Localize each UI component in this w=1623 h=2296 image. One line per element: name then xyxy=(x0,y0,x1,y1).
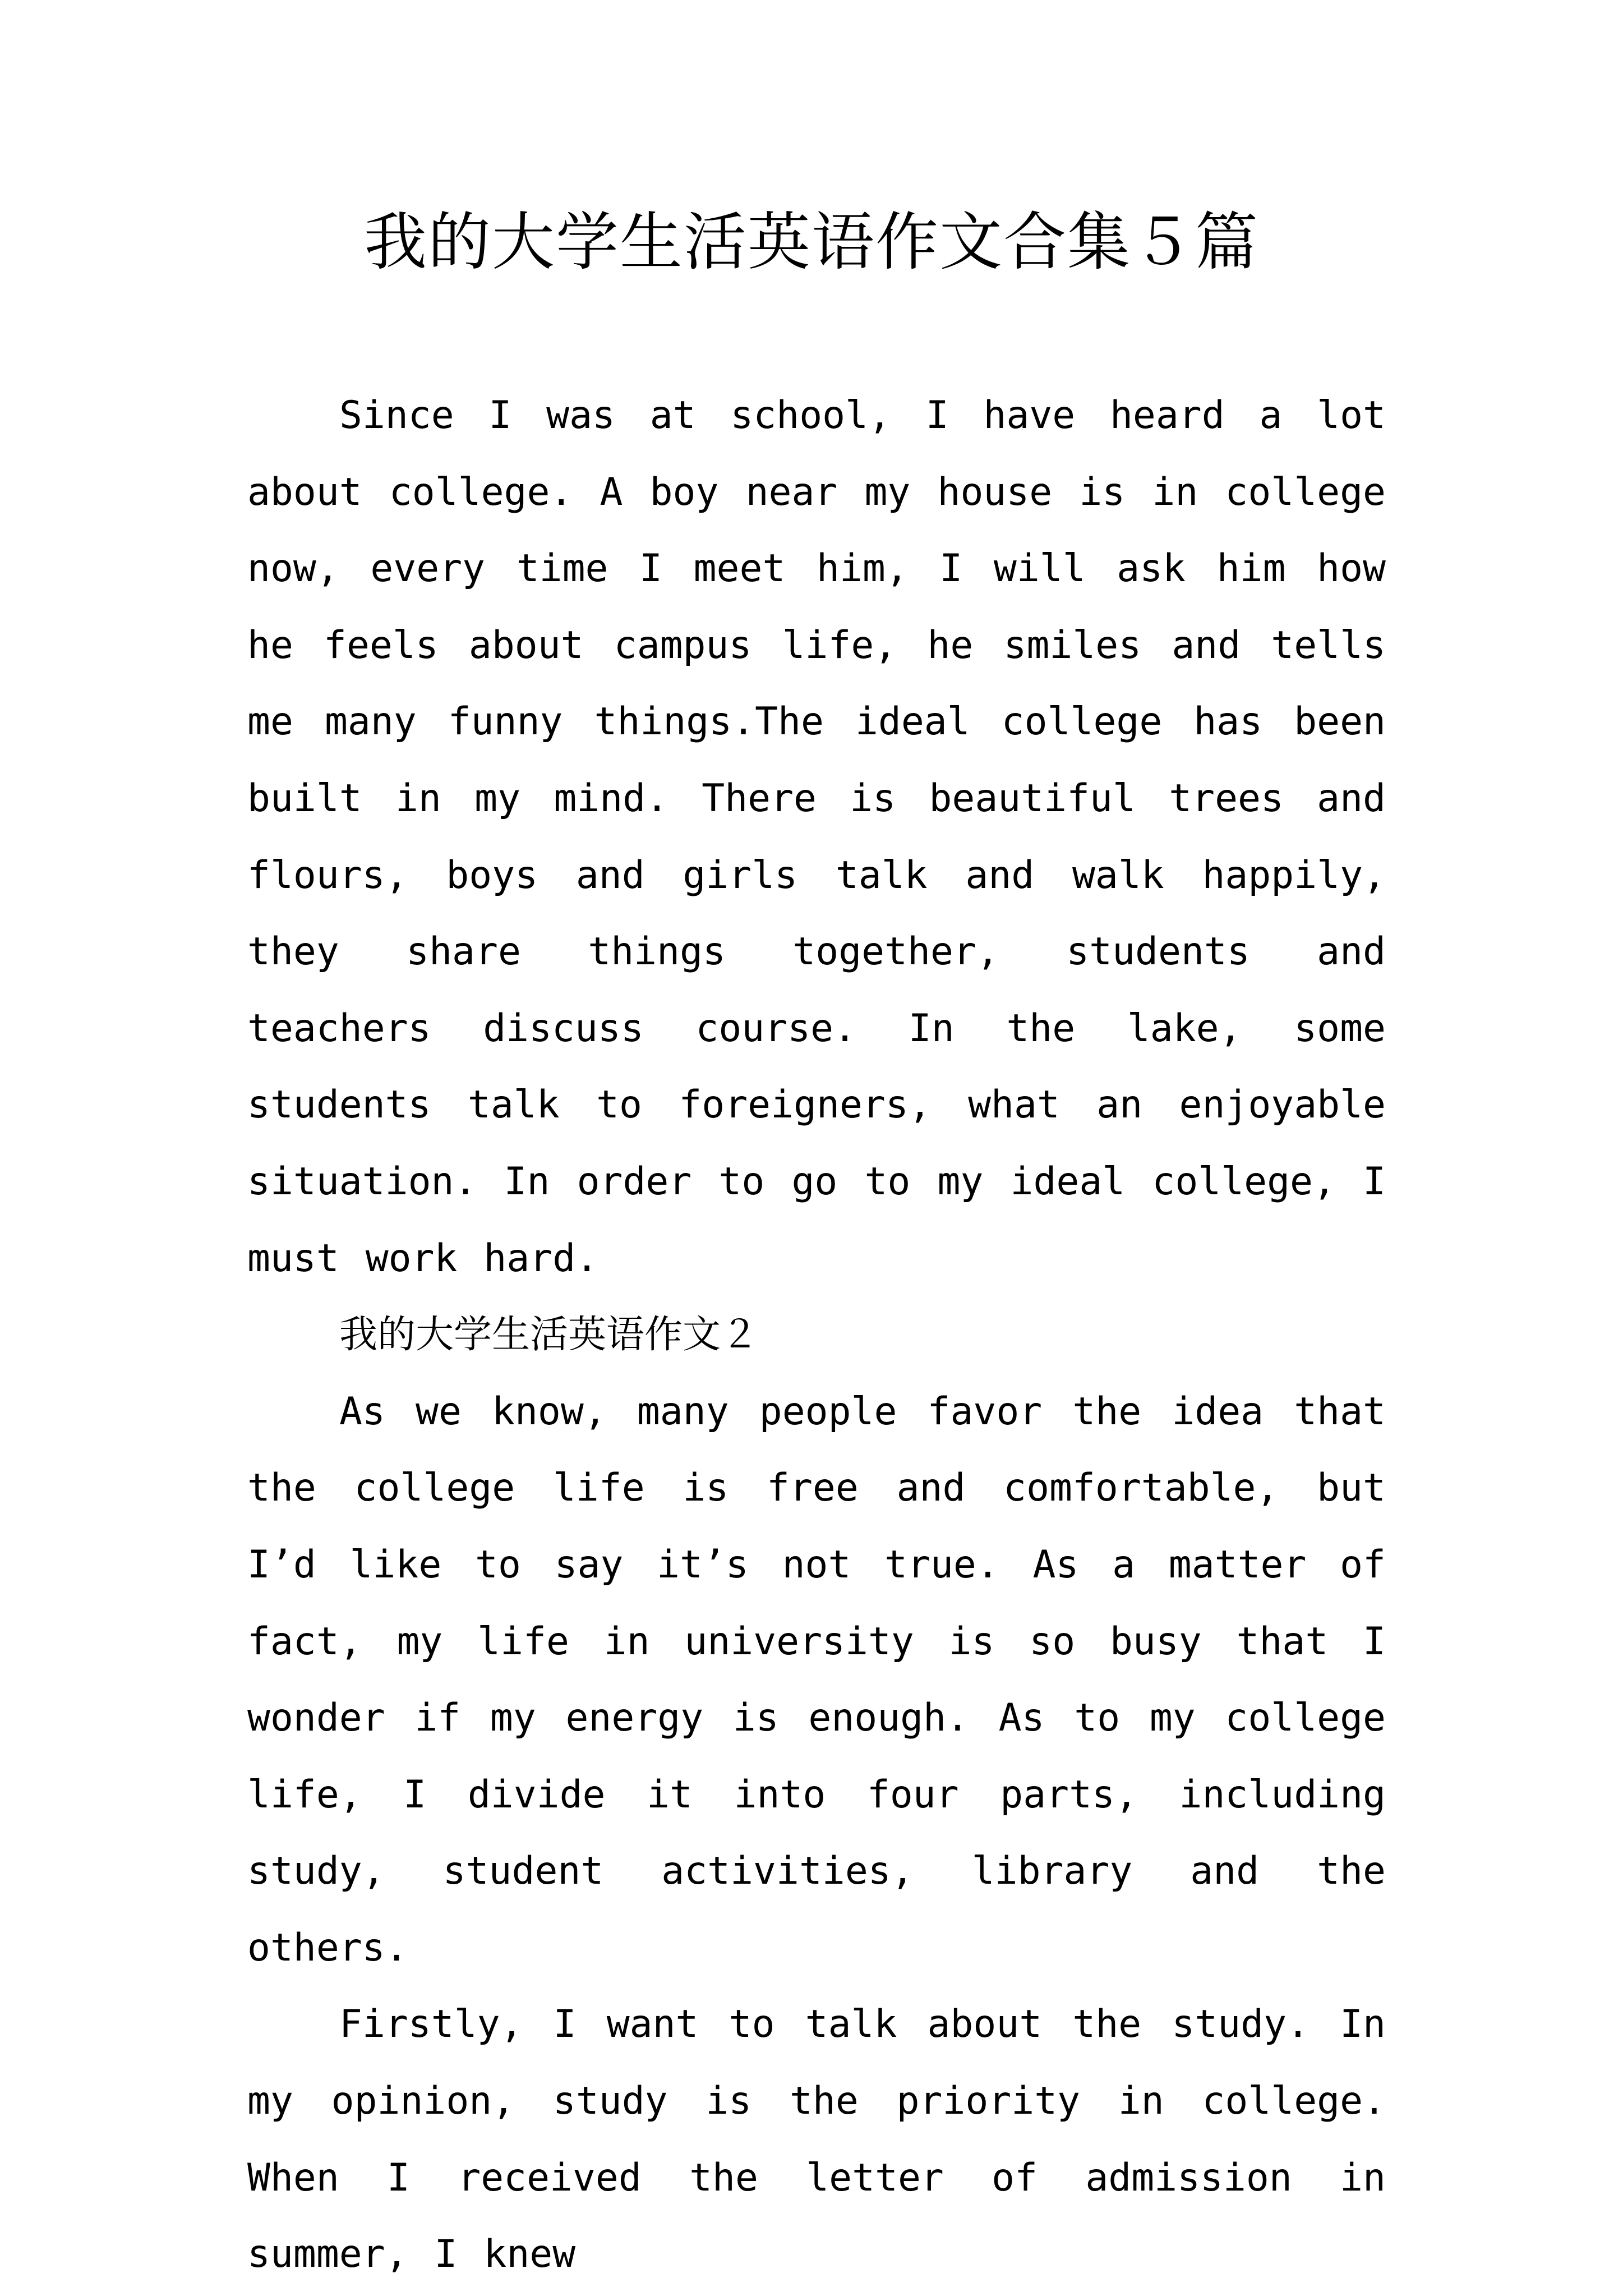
paragraph-2: As we know, many people favor the idea that the college life is free and comfortable, but I’d like to say it’s not true. As a matter of fact, my life in university is so busy that I wonder if my energy is enough. As to my college life, I divide it into four parts, including study, student activities, library and the others. xyxy=(247,1389,1386,1970)
document-title: 我的大学生活英语作文合集５篇 xyxy=(364,206,1259,279)
paragraph-1: Since I was at school, I have heard a lot about college. A boy near my house is in college now, every time I meet him, I will ask him how he feels about campus life, he smiles and tells me many funny things.The ideal college has been built in my mind. There is beautiful trees and flours, boys and girls talk and walk happily, they share things together, students and teachers discuss course. In the lake, some students talk to foreigners, what an enjoyable situation. In order to go to my ideal college, I must work hard. xyxy=(247,393,1386,1281)
paragraph-3: Firstly, I want to talk about the study. In my opinion, study is the priority in college. When I received the letter of admission in summer, I knew xyxy=(247,2002,1386,2277)
essay-2-heading: 我的大学生活英语作文２ xyxy=(339,1313,759,1358)
document-body xyxy=(247,378,1386,2293)
